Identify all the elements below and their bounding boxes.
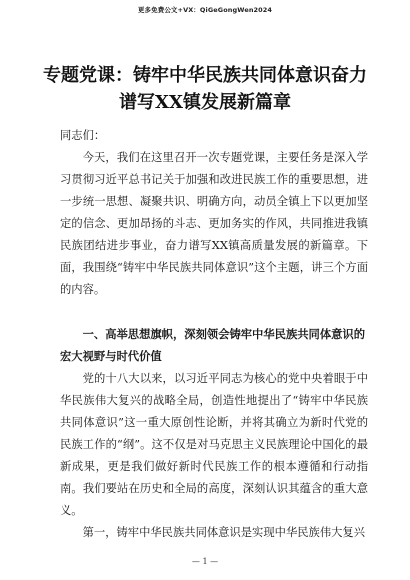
section-point-paragraph: 第一，铸牢中华民族共同体意识是实现中华民族伟大复兴 <box>82 526 366 539</box>
page-number: — 1 — <box>191 557 219 566</box>
intro-paragraph: 今天，我们在这里召开一次专题党课，主要任务是深入学习贯彻习近平总书记关于加强和改进民族工作的重要思想，进一步统一思想、凝聚共识、明确方向，动员全镇上下以更加坚定的信念、更加昂扬的斗志、更加务实的作风，共同推进我镇民族团结进步事业，奋力谱写XX镇高质量发展的新篇章。下面，我围绕“铸牢中华民族共同体意识”这个主题，讲三个方面的内容。 <box>60 151 368 296</box>
salutation: 同志们： <box>60 129 106 142</box>
document-title: 专题党课：铸牢中华民族共同体意识奋力谱写XX镇发展新篇章 <box>43 65 367 113</box>
section-heading: 一、高举思想旗帜，深刻领会铸牢中华民族共同体意识的宏大视野与时代价值 <box>60 328 366 363</box>
section-paragraph: 党的十八大以来，以习近平同志为核心的党中央着眼于中华民族伟大复兴的战略全局，创造性地提出了“铸牢中华民族共同体意识”这一重大原创性论断，并将其确立为新时代党的民族工作的“纲”。这不仅是对马克思主义民族理论中国化的最新成果，更是我们做好新时代民族工作的根本遵循和行动指南。我们要站在历史和全局的高度，深刻认识其蕴含的重大意义。 <box>60 372 368 517</box>
watermark-text: 更多免费公文+VX：QiGeGongWen2024 <box>137 6 273 14</box>
